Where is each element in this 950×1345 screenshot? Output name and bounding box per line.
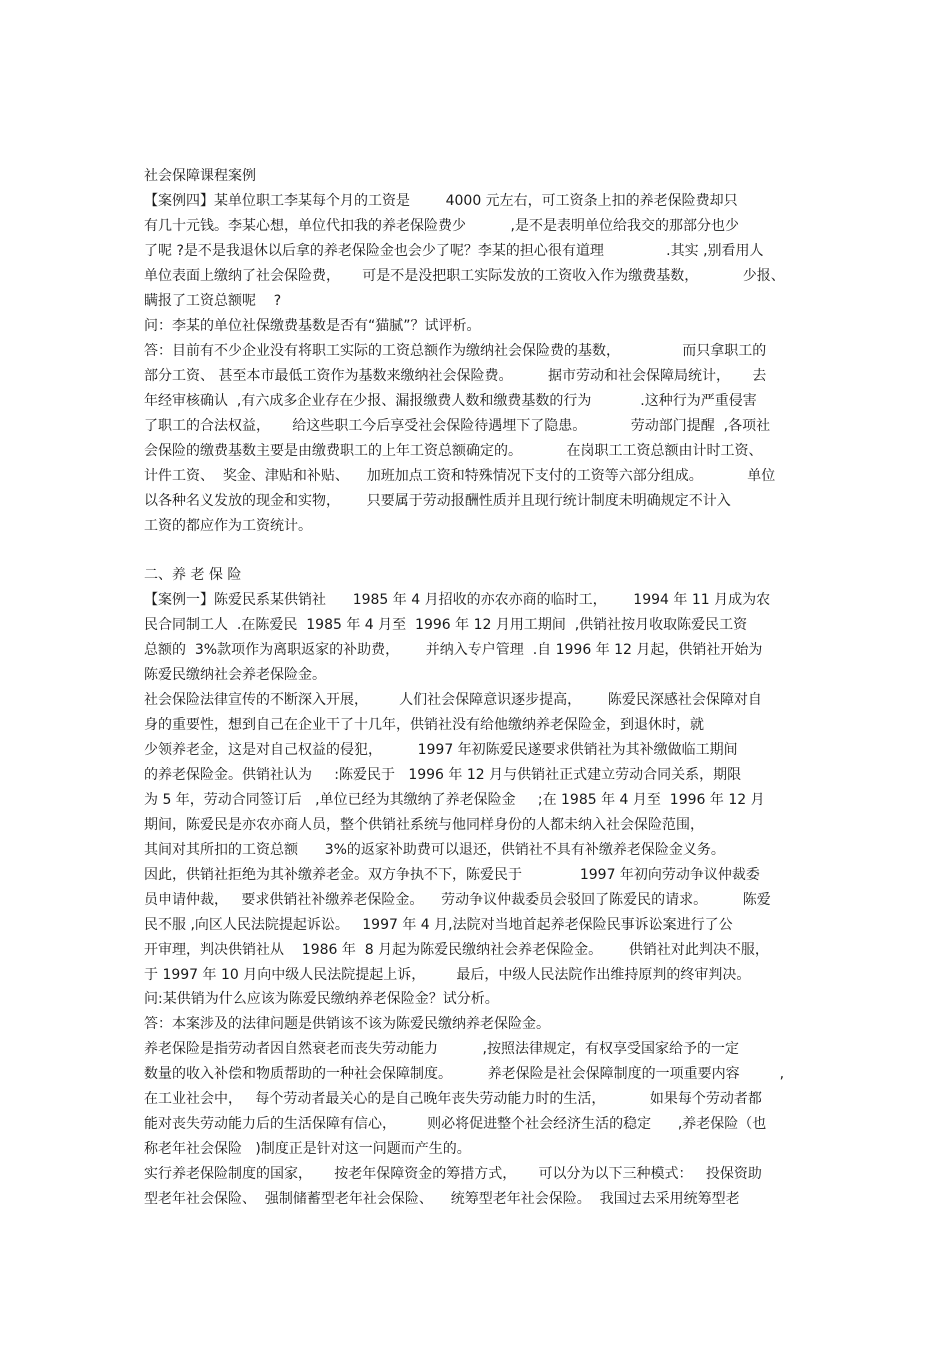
case1-body-line: 民不服 ,向区人民法院提起诉讼。 1997 年 4 月,法院对当地首起养老保险民事诉讼案进行了公 [144, 917, 733, 933]
case1-answer-line: 能对丧失劳动能力后的生活保障有信心， 则必将促进整个社会经济生活的稳定 ,养老保险（也 [144, 1116, 767, 1132]
case1-body-line: 的养老保险金。供销社认为 :陈爱民于 1996 年 12 月与供销社正式建立劳动合同关系，期限 [144, 767, 742, 783]
case4-answer-line: 年经审核确认 ,有六成多企业存在少报、漏报缴费人数和缴费基数的行为 .这种行为严重侵害 [144, 393, 757, 409]
case1-question: 问:某供销为什么应该为陈爱民缴纳养老保险金？试分析。 [144, 991, 499, 1007]
case1-body-line: 因此，供销社拒绝为其补缴养老金。双方争执不下，陈爱民于 1997 年初向劳动争议仲裁委 [144, 867, 760, 883]
case4-line: 【案例四】某单位职工李某每个月的工资是 4000 元左右，可工资条上扣的养老保险费却只 [144, 193, 738, 209]
case4-answer-line: 以各种名义发放的现金和实物， 只要属于劳动报酬性质并且现行统计制度未明确规定不计入 [144, 493, 731, 509]
case4-answer-line: 了职工的合法权益， 给这些职工今后享受社会保险待遇埋下了隐患。 劳动部门提醒 ,各项社 [144, 418, 771, 434]
case1-line: 总额的 3%款项作为离职返家的补助费， 并纳入专户管理 .自 1996 年 12 月起，供销社开始为 [144, 642, 763, 658]
case1-body-line: 于 1997 年 10 月向中级人民法院提起上诉， 最后，中级人民法院作出维持原判的终审判决。 [144, 967, 751, 983]
document-title: 社会保障课程案例 [144, 168, 256, 184]
case1-line: 【案例一】陈爱民系某供销社 1985 年 4 月招收的亦农亦商的临时工， 1994 年 11 月成为农 [144, 592, 771, 608]
case1-body-line: 期间，陈爱民是亦农亦商人员，整个供销社系统与他同样身份的人都未纳入社会保险范围， [144, 817, 704, 833]
case4-line: 单位表面上缴纳了社会保险费， 可是不是没把职工实际发放的工资收入作为缴费基数， 少报、 [144, 268, 785, 284]
case4-line: 瞒报了工资总额呢 ? [144, 293, 282, 309]
case1-body-line: 少领养老金，这是对自己权益的侵犯， 1997 年初陈爱民遂要求供销社为其补缴做临工期间 [144, 742, 738, 758]
case1-body-line: 员申请仲裁， 要求供销社补缴养老保险金。 劳动争议仲裁委员会驳回了陈爱民的请求。 陈爱 [144, 892, 771, 908]
case4-answer-line: 会保险的缴费基数主要是由缴费职工的上年工资总额确定的。 在岗职工工资总额由计时工资、 [144, 443, 763, 459]
case1-body-line: 其间对其所扣的工资总额 3%的返家补助费可以退还，供销社不具有补缴养老保险金义务。 [144, 842, 725, 858]
case1-line: 民合同制工人 .在陈爱民 1985 年 4 月至 1996 年 12 月用工期间 ,供销社按月收取陈爱民工资 [144, 617, 748, 633]
case4-answer-line: 部分工资、 甚至本市最低工资作为基数来缴纳社会保险费。 据市劳动和社会保障局统计， 去 [144, 368, 767, 384]
case1-body-line: 社会保险法律宣传的不断深入开展， 人们社会保障意识逐步提高， 陈爱民深感社会保障对自 [144, 692, 762, 708]
case4-question: 问：李某的单位社保缴费基数是否有“猫腻”？试评析。 [144, 318, 481, 334]
case4-answer-line: 答：目前有不少企业没有将职工实际的工资总额作为缴纳社会保险费的基数， 而只拿职工的 [144, 343, 767, 359]
case1-answer-line: 养老保险是指劳动者因自然衰老而丧失劳动能力 ,按照法律规定，有权享受国家给予的一定 [144, 1041, 739, 1057]
case1-answer-line: 数量的收入补偿和物质帮助的一种社会保障制度。 养老保险是社会保障制度的一项重要内容 , [144, 1066, 785, 1082]
case1-answer-line: 实行养老保险制度的国家， 按老年保障资金的筹措方式， 可以分为以下三种模式： 投保资助 [144, 1166, 762, 1182]
case1-body-line: 身的重要性，想到自己在企业干了十几年，供销社没有给他缴纳养老保险金，到退休时，就 [144, 717, 704, 733]
case1-answer-line: 型老年社会保险、 强制储蓄型老年社会保险、 统筹型老年社会保险。 我国过去采用统筹型老 [144, 1191, 740, 1207]
case1-answer-line: 称老年社会保险 )制度正是针对这一问题而产生的。 [144, 1141, 471, 1157]
case4-line: 有几十元钱。李某心想，单位代扣我的养老保险费少 ,是不是表明单位给我交的那部分也少 [144, 218, 739, 234]
case4-answer-line: 计件工资、 奖金、津贴和补贴、 加班加点工资和特殊情况下支付的工资等六部分组成。 单位 [144, 468, 776, 484]
case4-line: 了呢 ?是不是我退休以后拿的养老保险金也会少了呢？李某的担心很有道理 .其实 ,别看用人 [144, 243, 764, 259]
case1-answer-line: 在工业社会中， 每个劳动者最关心的是自己晚年丧失劳动能力时的生活， 如果每个劳动者都 [144, 1091, 762, 1107]
case1-answer-line: 答：本案涉及的法律问题是供销该不该为陈爱民缴纳养老保险金。 [144, 1016, 550, 1032]
case1-line: 陈爱民缴纳社会养老保险金。 [144, 667, 326, 683]
case1-body-line: 为 5 年，劳动合同签订后 ,单位已经为其缴纳了养老保险金 ;在 1985 年 4 月至 1996 年 12 月 [144, 792, 765, 808]
case1-body-line: 开审理，判决供销社从 1986 年 8 月起为陈爱民缴纳社会养老保险金。 供销社对此判决不服， [144, 942, 769, 958]
section2-heading: 二、养 老 保 险 [144, 567, 242, 583]
case4-answer-line: 工资的都应作为工资统计。 [144, 518, 312, 534]
